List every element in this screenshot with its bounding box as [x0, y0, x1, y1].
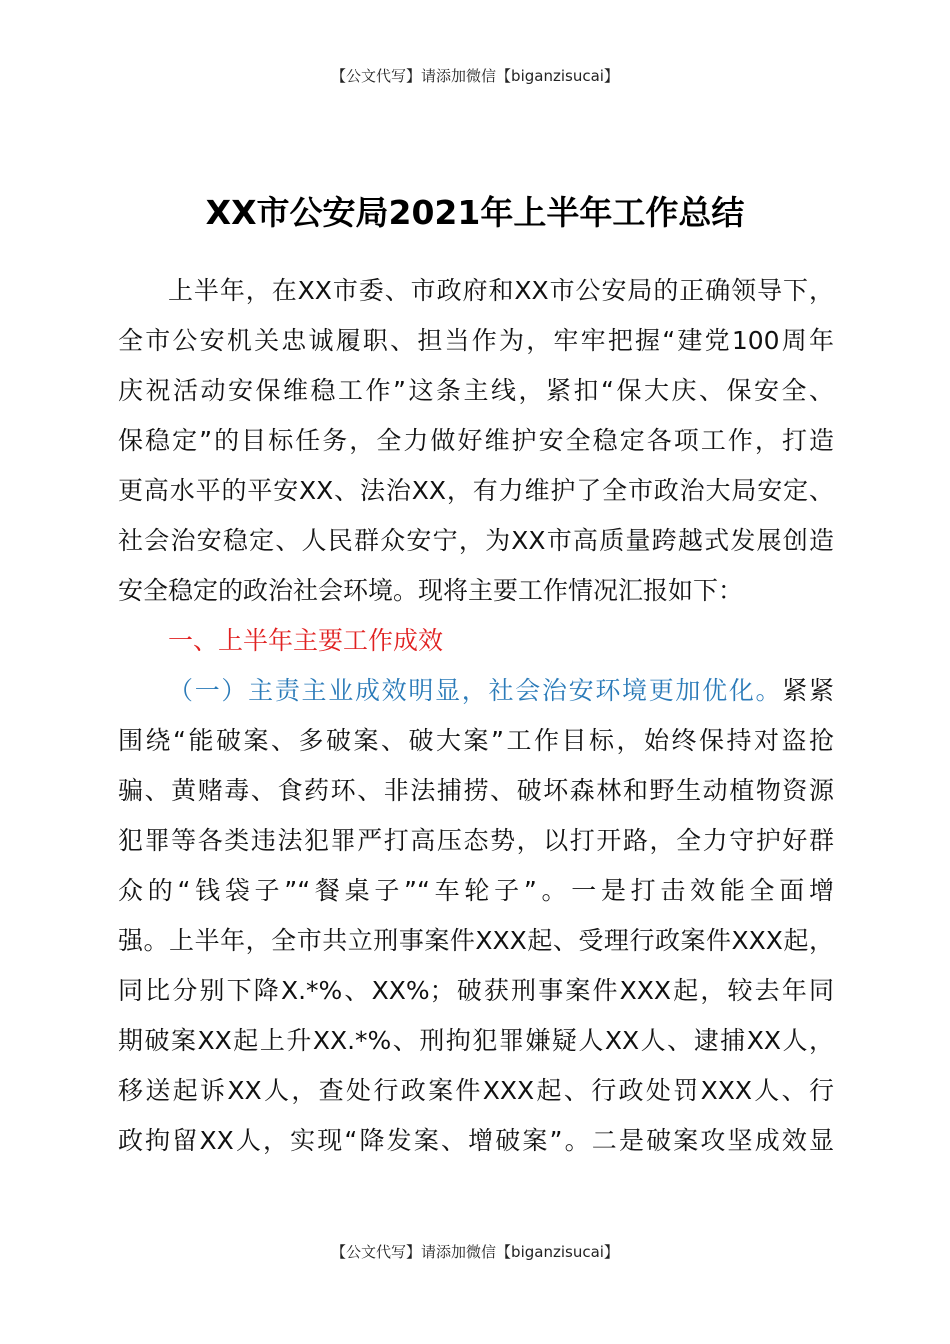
subheading: （一）主责主业成效明显，社会治安环境更加优化。 [168, 676, 783, 705]
paragraph-line: 保稳定”的目标任务，全力做好维护安全稳定各项工作，打造 [118, 426, 834, 455]
paragraph-line: 犯罪等各类违法犯罪严打高压态势，以打开路，全力守护好群 [118, 826, 834, 855]
document-body [118, 266, 834, 1166]
subheading-line [118, 666, 834, 716]
paragraph-line: 众的“钱袋子”“餐桌子”“车轮子”。一是打击效能全面增 [118, 876, 834, 905]
paragraph-line: 期破案XX起上升XX.*%、刑拘犯罪嫌疑人XX人、逮捕XX人， [118, 1026, 834, 1055]
section-heading: 一、上半年主要工作成效 [168, 626, 444, 655]
paragraph-line: 安全稳定的政治社会环境。现将主要工作情况汇报如下： [118, 576, 744, 605]
footer-watermark-note: 【公文代写】请添加微信【biganzisucai】 [331, 1243, 619, 1261]
document-title: XX市公安局2021年上半年工作总结 [205, 193, 745, 232]
header-watermark-note: 【公文代写】请添加微信【biganzisucai】 [331, 67, 619, 85]
paragraph-line: 更高水平的平安XX、法治XX，有力维护了全市政治大局安定、 [118, 476, 834, 505]
paragraph-line: 移送起诉XX人，查处行政案件XXX起、行政处罚XXX人、行 [118, 1076, 834, 1105]
paragraph-line: 社会治安稳定、人民群众安宁，为XX市高质量跨越式发展创造 [118, 526, 834, 555]
paragraph-line: 上半年，在XX市委、市政府和XX市公安局的正确领导下， [168, 276, 834, 305]
paragraph-line: 政拘留XX人，实现“降发案、增破案”。二是破案攻坚成效显 [118, 1126, 834, 1155]
paragraph-line: 庆祝活动安保维稳工作”这条主线，紧扣“保大庆、保安全、 [118, 376, 834, 405]
paragraph-line: 全市公安机关忠诚履职、担当作为，牢牢把握“建党100周年 [118, 326, 834, 355]
paragraph-line: 强。上半年，全市共立刑事案件XXX起、受理行政案件XXX起， [118, 926, 834, 955]
subheading-tail: 紧紧 [782, 676, 834, 705]
paragraph-line: 骗、黄赌毒、食药环、非法捕捞、破坏森林和野生动植物资源 [118, 776, 834, 805]
paragraph-line: 围绕“能破案、多破案、破大案”工作目标，始终保持对盗抢 [118, 726, 834, 755]
paragraph-line: 同比分别下降X.*%、XX%；破获刑事案件XXX起，较去年同 [118, 976, 834, 1005]
